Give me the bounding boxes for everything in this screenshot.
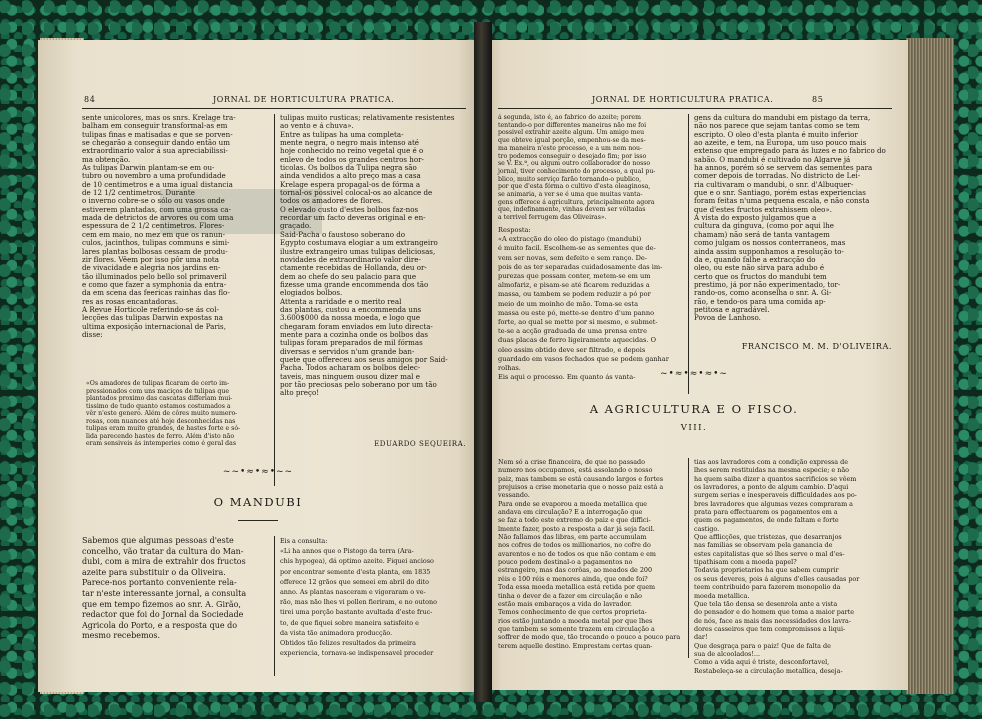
- text-line: alto preço!: [280, 388, 320, 398]
- text-line: tulipas eram muito grandes, de hastes forte e só-: [86, 425, 241, 432]
- text-line: A vista do exposto julgamos que a: [694, 213, 817, 223]
- text-line: lares plantas bolbosas cessam de produ-: [82, 246, 228, 256]
- text-line: castigo.: [694, 524, 720, 533]
- text-line: petitosa e agradável.: [694, 304, 770, 314]
- text-line: o inverno cobre-se o sólo ou vasos onde: [82, 196, 225, 206]
- right-column-2: [694, 114, 892, 323]
- text-line: pouco podem destinal-o a pagamentos no: [498, 558, 633, 567]
- text-line: todos os amadores de flores.: [280, 196, 383, 206]
- text-line: dubi, com a mira de extrahir dos fructos: [82, 557, 246, 567]
- text-line: Nem só a crise financeira, de que no passado: [498, 458, 646, 466]
- text-line: tulipas foram preparados de mil fórmas: [280, 338, 423, 348]
- text-line: Para onde se evaporou a moeda metallica que: [498, 499, 648, 508]
- text-line: jornal, tiver conhecimento do processo, a qual pu-: [498, 167, 656, 175]
- text-line: purezas que possam conter, metem-se em um: [498, 272, 651, 281]
- text-line: forte, ao qual se mette por si mesmo, e submet-: [498, 318, 658, 327]
- text-line: que, indefinamente, vinhas devem ser vóltadas: [498, 206, 646, 214]
- text-line: se faz a todo este extremo do paiz e que diffici-: [498, 516, 651, 525]
- right-page-edges: [906, 38, 954, 694]
- text-line: bres lavradores que algumas vezes compraram a: [694, 499, 853, 508]
- text-line: os lavradores, a ponto de algum cambio. D'aqui: [694, 483, 849, 492]
- text-line: teem contribuido para fazerem monopolio da: [694, 583, 841, 592]
- text-line: lhes serem restituidas na mesma especie; e não: [694, 466, 850, 475]
- text-line: Obtidos tão felizes resultados da primeira: [280, 639, 416, 648]
- text-line: meio de um moinho de mão. Toma-se esta: [498, 299, 638, 308]
- text-line: espessura de 2 1/2 centimetros. Flores-: [82, 221, 225, 231]
- text-line: redactor que foi do Jornal da Sociedade: [82, 610, 244, 620]
- text-line: nas familias se observam pela ganancia de: [694, 541, 833, 550]
- text-line: estão mais embaraços a vida do lavrador.: [498, 599, 632, 608]
- text-line: massa ou este pó, mette-se dentro d'um panno: [498, 308, 655, 317]
- text-line: experiencia, tornava-se indispensavel proceder: [280, 649, 434, 658]
- text-line: Restabeleça-se a circulação metallica, deseja-: [694, 666, 843, 675]
- text-line: Eis a consulta:: [280, 537, 328, 545]
- text-line: paiz, mas tambem se está causando largos e fortes: [498, 474, 664, 483]
- left-column-3: [82, 536, 268, 642]
- text-line: sabão. O mandubi é cultivado no Algarve já: [694, 154, 851, 164]
- text-line: lida parecendo hastes de ferro. Além d'isto não: [86, 432, 235, 440]
- book-gutter: [474, 22, 492, 702]
- left-signature-wrap: [280, 438, 466, 448]
- text-line: tipathisam com a moeda papel?: [694, 558, 797, 567]
- text-line: ma obtenção.: [82, 154, 131, 164]
- text-line: tro podemos conseguir o desejado fim; por isso: [498, 152, 647, 160]
- text-line: e como que fazer a symphonia da entra-: [82, 279, 227, 289]
- head-rule: [82, 108, 466, 109]
- left-column-1-quote: [82, 380, 268, 448]
- text-line: ao azeite, e tem, na Europa, um uso pouco mais: [694, 138, 867, 148]
- text-line: guardado em vasos fechados que se podem ganhar: [498, 354, 669, 363]
- text-line: ao vento e á chuva».: [280, 121, 354, 131]
- text-line: mente para a cozinha onde os bolbos das: [280, 329, 428, 339]
- text-line: «A extracção do oleo do pistago (mandubi): [498, 235, 642, 244]
- section-title-agricultura: A AGRICULTURA E O FISCO.: [589, 402, 799, 416]
- text-line: rando-os, como aconselha o snr. A. Gi-: [694, 288, 832, 298]
- head-rule-right: [498, 108, 892, 109]
- left-page: [38, 40, 478, 692]
- text-line: oleo, ou este não sirva para adubo é: [694, 263, 825, 273]
- text-line: novidades de extraordinario valor dire-: [280, 254, 421, 264]
- text-line: taveis, mas ninguem ousou dizer mal e: [280, 371, 420, 381]
- text-line: tentando-o por differentes maneiras não me foi: [498, 121, 647, 129]
- text-line: ma maneira n'este processo, e a um nem nou-: [498, 144, 643, 152]
- text-line: estes capitalistas que só lhes serve o mal d'es-: [694, 549, 845, 558]
- text-line: ticolas. Os bolbos da Tulipa negra são: [280, 163, 417, 173]
- text-line: da em scena das feericas rainhas das flo-: [82, 288, 230, 298]
- text-line: rosas, com nuances até hoje desconhecidas nas: [86, 417, 236, 425]
- text-line: «Li ha annos que o Pistogo da terra (Ara-: [280, 547, 414, 556]
- text-line: azeite para substituir o da Oliveira.: [82, 567, 226, 577]
- text-line: se V. Ex.ª, ou algum outro collaborador do nosso: [498, 160, 651, 168]
- text-line: quem os pagamentos, de onde faltam e forte: [694, 516, 839, 525]
- right-column-3: [498, 458, 682, 650]
- text-line: res as rosas encantadoras.: [82, 296, 178, 306]
- column-rule-2: [274, 536, 275, 676]
- text-line: que em tempo fizemos ao snr. A. Girão,: [82, 599, 241, 609]
- text-line: oleo assim obtido deve ser filtrado, e depois: [498, 345, 646, 354]
- text-line: não nos parece que sejam tantas como se tem: [694, 121, 860, 131]
- right-signature-wrap: [694, 340, 892, 350]
- text-line: tulipas muito rusticas; relativamente resistentes: [280, 113, 455, 122]
- text-line: Pacha. Todos acharam os bolbos delec-: [280, 363, 421, 373]
- text-line: dem ao chefe do seu palacio para que: [280, 271, 417, 281]
- text-line: prejuisos a crise monetaria que o nosso paiz está a: [498, 483, 664, 492]
- text-line: á segunda, isto é, ao fabrico do azeite; porem: [498, 114, 641, 121]
- text-line: por tão preciosas pelo soberano por um tão: [280, 380, 437, 389]
- text-line: da e, quando falhe a extracção do: [694, 254, 816, 264]
- text-line: vessando.: [498, 491, 530, 500]
- text-line: lmente fazer, posto a resposta a dar já seja facil.: [498, 524, 655, 533]
- text-line: tinha o dever de a fazer em circulação e não: [498, 591, 643, 600]
- text-line: As tulipas Darwin plantam-se em ou-: [82, 163, 215, 173]
- text-line: a terrivel ferrugem das Oliveiras».: [498, 214, 607, 222]
- text-line: tirei uma porção bastante avultada d'este fruc-: [280, 608, 433, 617]
- text-line: chegaram foram enviados em luto directa-: [280, 321, 433, 331]
- text-line: Todavia proprietarios ha que sabem cumprir: [694, 566, 839, 575]
- text-line: Entre as tulipas ha uma completa-: [280, 129, 404, 139]
- column-rule-right-2: [688, 458, 689, 658]
- text-line: vem ser novas, sem defeito e sem ranço. De-: [498, 253, 647, 262]
- text-line: de vivacidade e alegria nos jardins en-: [82, 263, 221, 273]
- text-line: mente negra, o negro mais intenso até: [280, 138, 420, 148]
- text-line: de 12 1/2 centimetros. Durante: [82, 188, 195, 198]
- text-line: os seus deveres, pois á alguns d'elles causadas por: [694, 574, 860, 583]
- ornament-divider-right: ~•≈•≈•≈•~: [660, 369, 728, 379]
- text-line: lecções das tulipas Darwin expostas na: [82, 313, 223, 323]
- text-line: almofariz, e pisam-se até ficarem reduzidas a: [498, 281, 650, 290]
- text-line: recordar um facto deveras original e en-: [280, 213, 426, 223]
- text-line: O elevado custo d'estes bolbos faz-nos: [280, 204, 419, 214]
- text-line: rão, mas não lhes vi pollen fieriram, e no outono: [280, 598, 437, 607]
- text-line: gens da cultura do mandubi em pistago da terra,: [694, 113, 871, 122]
- text-line: surgem serias e inesperaveis difficuldades aos po-: [694, 491, 857, 500]
- text-line: Que desgraça para o paiz! Que de falta de: [694, 641, 831, 650]
- text-line: balham em conseguir transformal-as em: [82, 121, 228, 131]
- text-line: andava em circulação? E a interrogação que: [498, 508, 643, 517]
- text-line: ilustre extrangeiro umas tulipas deliciosas,: [280, 246, 436, 256]
- text-line: A Revue Horticole referindo-se ás col-: [82, 304, 219, 314]
- text-line: tornal-os possivel colocal-os ao alcance de: [280, 188, 433, 198]
- text-line: possivel extrahir azeite algum. Um amigo meu: [498, 129, 645, 137]
- text-line: te-se a acção graduada de uma prensa entre: [498, 327, 647, 336]
- text-line: ainda assim supponhamos a resolução to-: [694, 246, 844, 256]
- text-line: plantados proximo das cascatas differiam mui-: [86, 395, 233, 402]
- text-line: duas placas de ferro ligeiramente aquecidas. O: [498, 336, 656, 345]
- text-line: massa, ou tambem se podem reduzir a pó por: [498, 290, 651, 299]
- left-page-number: 84: [84, 95, 96, 104]
- text-line: Sabemos que algumas pessoas d'este: [82, 536, 234, 545]
- text-line: Attenta a raridade e o merito real: [280, 296, 402, 306]
- text-line: estrangeiro, mas das corôas, ao meados de 200: [498, 566, 653, 575]
- column-rule-right: [688, 114, 689, 394]
- text-line: culos, jacinthos, tulipas communs e simi-: [82, 238, 230, 248]
- section-number: VIII.: [680, 423, 708, 433]
- text-line: prestimo, já por não experimentado, tor-: [694, 279, 841, 289]
- text-line: moeda metallica.: [694, 591, 750, 600]
- text-line: tão illuminados pelo bello sol primaveril: [82, 271, 227, 281]
- text-line: avarentos e no de todos os que não contam e em: [498, 549, 656, 558]
- text-line: zir flores. Vêem por isso pôr uma nota: [82, 254, 219, 264]
- text-line: do pensador e do homem que toma a maior parte: [694, 608, 855, 617]
- text-line: hoje conhecido no reino vegetal que é o: [280, 146, 424, 156]
- text-line: dar!: [694, 633, 708, 642]
- text-line: gens offerece á agricultura, principalmente agora: [498, 198, 655, 206]
- right-page: [484, 40, 908, 690]
- text-line: Como a vida aqui é triste, desconfortavel,: [694, 658, 830, 667]
- text-line: pressionados com uns maciços de tulipas que: [86, 387, 230, 395]
- text-line: diversas e servidos n'um grande ban-: [280, 346, 415, 356]
- text-line: extenso que empregado para ás luzes e no fabrico do: [694, 146, 886, 156]
- text-line: graçado.: [280, 221, 312, 231]
- text-line: enlevo de todos os grandes centros hor-: [280, 154, 424, 164]
- text-line: comer depois de torradas. No districto de Lei-: [694, 171, 861, 181]
- left-column-4: [280, 536, 466, 658]
- text-line: ria cultivaram o mandubi, o snr. d'Albuquer-: [694, 179, 854, 189]
- text-line: offerece 12 grãos que semeei em abril do dito: [280, 577, 429, 586]
- text-line: sua de alcoolados!...: [694, 649, 761, 658]
- text-line: como julgam os nossos conterraneos, mas: [694, 238, 846, 248]
- text-line: de nós, face as mais das necessidades dos lavra-: [694, 616, 852, 625]
- text-line: é muito facil. Escolhem-se as sementes que de-: [498, 244, 656, 253]
- text-line: ctamente recebidas de Hollanda, deu or-: [280, 263, 427, 273]
- text-line: certo que os fructos do mandubi tem: [694, 271, 827, 281]
- text-line: terem aquelle destino. Emprestam certas quan-: [498, 641, 653, 650]
- text-line: por que d'esta fórma o cultivo d'esta oleaginosa,: [498, 183, 651, 191]
- text-line: chis hypogea), dá optimo azeite. Fiquei ancioso: [280, 557, 434, 566]
- text-line: Krelage espera propagal-os de fórma a: [280, 179, 421, 189]
- right-column-1: [498, 114, 682, 222]
- text-line: rão, e tendo-os para uma comida ap-: [694, 296, 826, 306]
- text-line: Parece-nos portanto conveniente rela-: [82, 578, 237, 588]
- text-line: Eis aqui o processo. Em quanto ás vanta-: [498, 373, 636, 382]
- text-line: pois de as ter separadas cuidadosamente das im-: [498, 262, 663, 271]
- text-line: ha quem saiba dizer a quantos sacrificios se vêem: [694, 474, 857, 483]
- text-line: tubro ou novembro a uma profundidade: [82, 171, 226, 181]
- text-line: Said-Pacha o faustoso soberano do: [280, 229, 406, 239]
- signature-eduardo-sequeira: EDUARDO SEQUEIRA.: [374, 439, 466, 448]
- right-column-1b: [498, 226, 682, 382]
- text-line: anno. As plantas nasceram e vigoraram o ve-: [280, 588, 426, 597]
- right-running-head: JORNAL DE HORTICULTURA PRATICA.: [592, 95, 774, 104]
- text-line: Temos conhecimento de que certos proprieta-: [498, 608, 647, 617]
- text-line: vêr n'este genero. Além de côres muito numero-: [86, 410, 238, 417]
- right-column-4: [694, 458, 892, 675]
- text-line: chamam) não será de tanta vantagem: [694, 229, 830, 239]
- text-line: blico, muito serviço farão tornando-o publico,: [498, 175, 642, 183]
- text-line: fizesse uma grande encommenda dos tão: [280, 279, 429, 289]
- column-rule: [274, 114, 275, 486]
- text-line: se animaria, a ver se é uma que muitas vanta-: [498, 191, 643, 199]
- text-line: rolhas.: [498, 364, 521, 373]
- left-column-1: [82, 114, 268, 339]
- left-column-2: [280, 114, 466, 398]
- text-line: estiverem plantadas, com uma grossa ca-: [82, 204, 231, 214]
- text-line: mada de detrictos de arvores ou com uma: [82, 213, 234, 223]
- text-line: concelho, vão tratar da cultura do Man-: [82, 546, 244, 556]
- text-line: Toda essa moeda metallica está retida por quem: [498, 583, 656, 592]
- text-line: prata para effectuarem os pagamentos em a: [694, 508, 838, 517]
- text-line: quete que offereceu aos seus amigos por Said-: [280, 354, 448, 364]
- text-line: da vista tão animadora producção.: [280, 628, 393, 637]
- text-line: que e o snr. Santiago, porém estas experiencias: [694, 188, 866, 198]
- text-line: tar n'este interessante jornal, a consulta: [82, 588, 247, 598]
- text-line: por encontrar semente d'esta planta, em 1835: [280, 567, 431, 576]
- title-rule: [238, 520, 278, 521]
- text-line: disse:: [82, 329, 103, 339]
- text-line: escripto. O oleo d'esta planta é muito inferior: [694, 129, 858, 139]
- text-line: ainda vendidos a alto preço mas a casa: [280, 171, 421, 181]
- text-line: que d'estes fructos extrahissem oleo».: [694, 204, 832, 214]
- text-line: sente unicolores, mas os snrs. Krelage tra-: [82, 113, 236, 122]
- text-line: Agricola do Porto, e a resposta que do: [82, 620, 238, 630]
- text-line: numero nos occupamos, está assolando o nosso: [498, 466, 653, 475]
- left-running-head: JORNAL DE HORTICULTURA PRATICA.: [213, 95, 395, 104]
- text-line: «Os amadores de tulipas ficaram de certo im-: [86, 380, 230, 387]
- text-line: to, de que fiquei sobre maneira satisfeito e: [280, 618, 419, 627]
- text-line: Egypto costumava elogiar a um extrangeiro: [280, 238, 438, 248]
- text-line: tias aos lavradores com a condição expressa de: [694, 458, 849, 466]
- text-line: Povoa de Lanhoso.: [694, 313, 761, 323]
- ornament-divider: ~~•≈•≈•~~: [222, 467, 294, 477]
- text-line: 3.600$000 da nossa moeda, e logo que: [280, 313, 421, 323]
- text-line: que tambem se somente trazem em circulação a: [498, 624, 655, 633]
- signature-francisco-oliveira: FRANCISCO M. M. D'OLIVEIRA.: [741, 341, 892, 351]
- text-line: Resposta:: [498, 226, 531, 234]
- text-line: réis e 100 réis e menores ainda, que onde foi?: [498, 574, 648, 583]
- text-line: Que tela tão densa se desenrola ante a vista: [694, 599, 838, 608]
- text-line: ultima exposição internacional de Paris,: [82, 321, 226, 331]
- text-line: mesmo recebemos.: [82, 631, 161, 641]
- text-line: nos cofres de todos os millionarios, no cofre do: [498, 541, 651, 550]
- text-line: ha annos, porém só se servem das sementes para: [694, 163, 873, 173]
- text-line: rios estão juntando a moeda metal por que lhes: [498, 616, 653, 625]
- text-line: dores casseiros que tem compromissos a liqui-: [694, 624, 846, 633]
- text-line: eram sensiveis ás intemperies como é geral das: [86, 440, 236, 447]
- text-line: extraordinario valor á sua apreciabilissi-: [82, 146, 228, 156]
- text-line: elogiados bolbos.: [280, 288, 343, 298]
- text-line: Não fallamos das libras, em parte accumulam: [498, 533, 647, 542]
- section-title-mandubi: O MANDUBI: [213, 495, 303, 509]
- text-line: das plantas, custou a encommenda uns: [280, 304, 422, 314]
- text-line: tissimo de tudo quanto estamos costumados a: [86, 402, 231, 410]
- text-line: soffrer de modo que, tão trocando o pouco a pouco para: [498, 633, 681, 642]
- text-line: se chegarão a conseguir dando então um: [82, 138, 230, 148]
- text-line: que obteve igual porção, empenhou-se da mes-: [498, 137, 646, 145]
- right-page-number: 85: [812, 95, 824, 104]
- text-line: cultura da ginguva, (como por aqui lhe: [694, 221, 834, 231]
- text-line: tulipas finas e matisadas e que se porven-: [82, 129, 233, 139]
- text-line: cem em maio, no mez em que os ranun-: [82, 229, 225, 239]
- text-line: Que afflicções, que tristezas, que desarranjos: [694, 533, 842, 542]
- text-line: de 10 centimetros e a uma igual distancia: [82, 179, 233, 189]
- text-line: foram feitas n'uma pequena escala, e não consta: [694, 196, 870, 206]
